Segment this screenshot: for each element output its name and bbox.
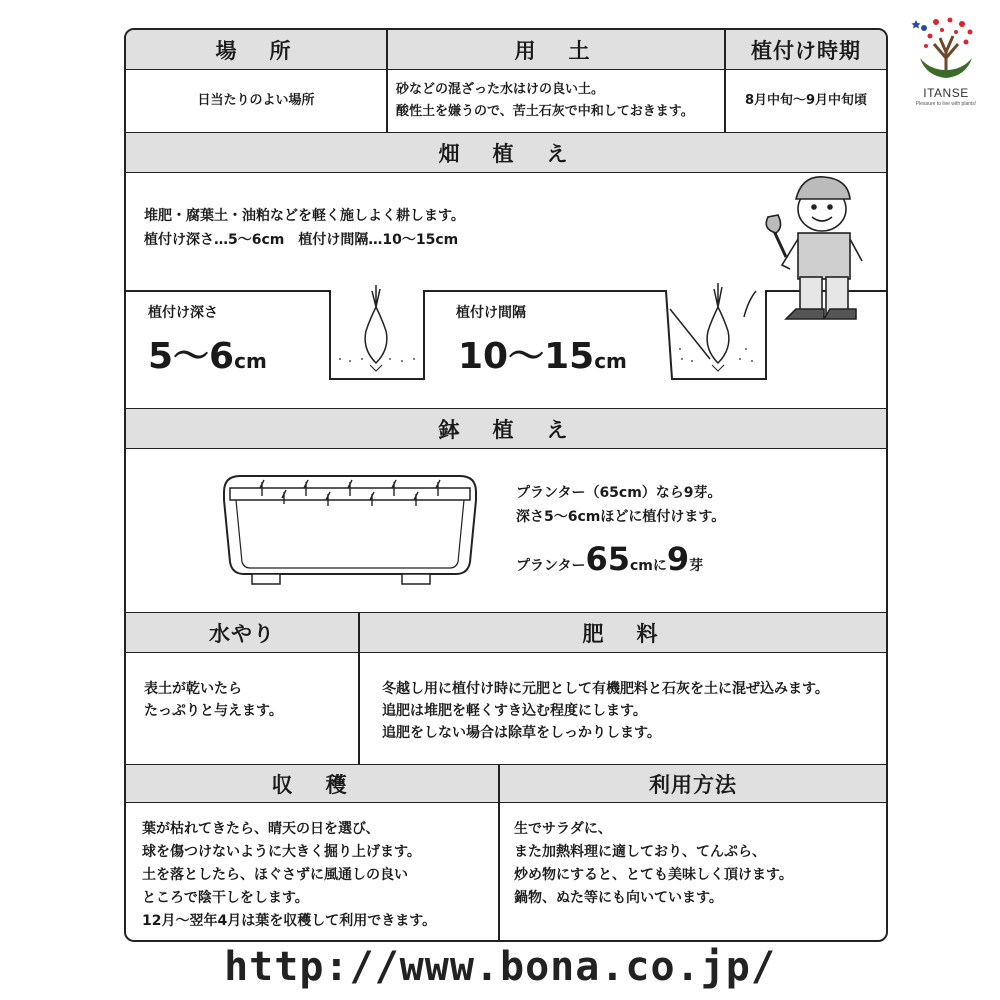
fertilizer-text-line-3: 追肥をしない場合は除草をしっかりします。: [382, 725, 661, 741]
fertilizer-header: 肥 料: [358, 613, 888, 653]
depth-label: 植付け深さ: [148, 305, 218, 321]
usage-text-line-2: また加熱料理に適しており、てんぷら、: [514, 844, 766, 860]
harvest-text-line-4: ところで陰干しをします。: [142, 890, 309, 906]
watering-text-line-2: たっぷりと与えます。: [144, 703, 283, 719]
bulb-icon: [707, 283, 729, 371]
harvest-header: 収 穫: [126, 765, 498, 803]
depth-unit: cm: [234, 349, 267, 373]
harvest-text-line-2: 球を傷つけないように大きく掘り上げます。: [142, 844, 421, 860]
watering-text-line-1: 表土が乾いたら: [144, 681, 242, 697]
fertilizer-text-line-2: 追肥は堆肥を軽くすき込む程度にします。: [382, 703, 647, 719]
pot-text-line-1: プランター（65cm）なら9芽。: [516, 485, 722, 501]
usage-text-line-3: 炒め物にすると、とても美味しく頂けます。: [514, 867, 793, 883]
usage-text-line-4: 鍋物、ぬた等にも向いています。: [514, 890, 723, 906]
pot-summary: プランター65cmに9芽: [516, 540, 704, 578]
brand-logo: [906, 14, 986, 112]
field-planting-header: 畑 植 え: [126, 133, 886, 173]
pot-text-line-2: 深さ5〜6cmほどに植付けます。: [516, 509, 726, 525]
usage-header: 利用方法: [498, 765, 888, 803]
season-header: 植付け時期: [724, 30, 888, 70]
pot-planting-header: 鉢 植 え: [126, 409, 886, 449]
field-text-line-2: 植付け深さ…5〜6cm 植付け間隔…10〜15cm: [144, 232, 459, 248]
soil-text-line-1: 砂などの混ざった水はけの良い土。: [396, 82, 605, 97]
brand-tagline: Pleasure to live with plants!: [915, 101, 977, 107]
tree-hands-icon: [906, 14, 986, 86]
depth-value: 5〜6: [148, 336, 235, 377]
field-text-line-1: 堆肥・腐葉土・油粕などを軽く施しよく耕します。: [144, 208, 465, 224]
soil-text-line-2: 酸性土を嫌うので、苦土石灰で中和しておきます。: [396, 104, 694, 119]
harvest-text-line-3: 土を落としたら、ほぐさずに風通しの良い: [142, 867, 408, 883]
spacing-unit: cm: [594, 349, 627, 373]
usage-text-line-1: 生でサラダに、: [514, 821, 612, 837]
season-text: 8月中旬〜9月中旬頃: [744, 93, 868, 108]
fertilizer-text-line-1: 冬越し用に植付け時に元肥として有機肥料と石灰を土に混ぜ込みます。: [382, 681, 829, 697]
harvest-text-line-5: 12月〜翌年4月は葉を収穫して利用できます。: [142, 913, 437, 929]
soil-header: 用 土: [386, 30, 724, 70]
place-header: 場 所: [126, 30, 386, 70]
gardener-illustration: [766, 177, 862, 319]
spacing-value: 10〜15: [458, 336, 595, 377]
spacing-measure: [458, 328, 627, 379]
planter-illustration: [222, 470, 478, 590]
bulb-icon: [365, 285, 387, 371]
depth-measure: [148, 328, 267, 379]
harvest-text-line-1: 葉が枯れてきたら、晴天の日を選び、: [142, 821, 380, 837]
website-url[interactable]: http://www.bona.co.jp/: [224, 944, 776, 990]
brand-name: ITANSE: [923, 86, 969, 100]
watering-header: 水やり: [126, 613, 358, 653]
care-sheet: [124, 28, 888, 942]
place-text: 日当たりのよい場所: [197, 93, 315, 108]
spacing-label: 植付け間隔: [456, 305, 526, 321]
